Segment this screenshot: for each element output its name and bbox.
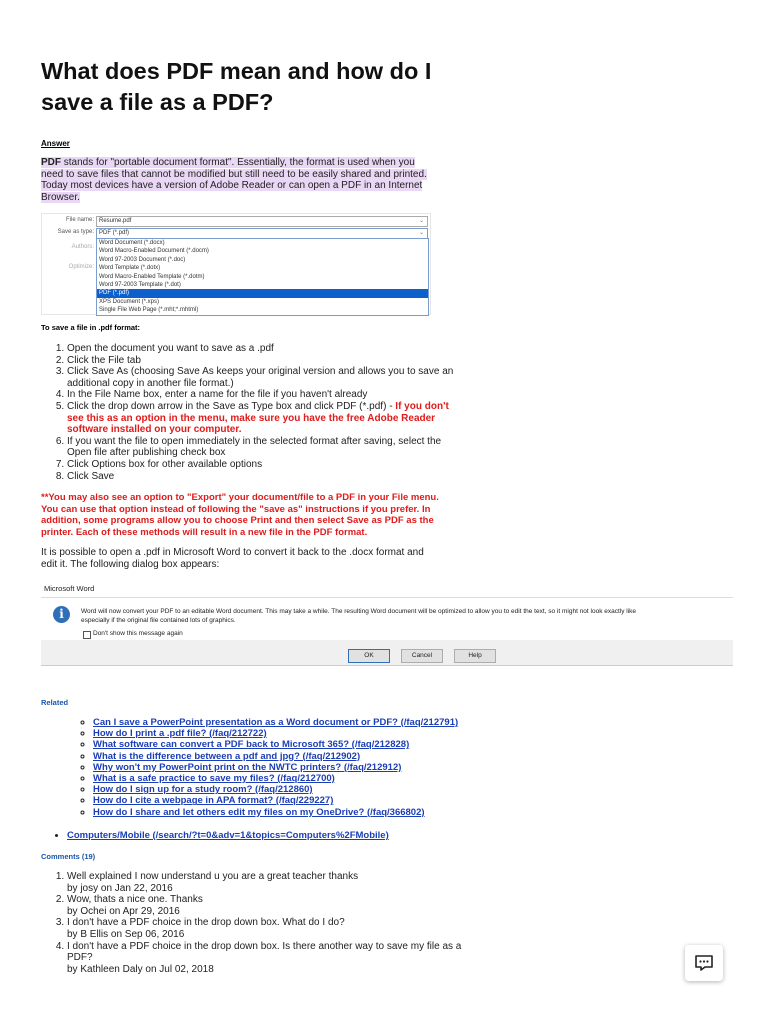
file-name-value: Resume.pdf	[99, 218, 132, 224]
cancel-button: Cancel	[401, 649, 443, 663]
save-type-value: PDF (*.pdf)	[99, 230, 130, 236]
authors-label: Authors:	[71, 244, 94, 250]
comment-item	[67, 871, 467, 894]
comments-heading: Comments (19)	[41, 852, 96, 861]
related-link[interactable]: Can I save a PowerPoint presentation as a Word document or PDF? (/faq/212791)	[93, 717, 459, 728]
comment-item	[67, 894, 467, 917]
option-item: Word Macro-Enabled Document (*.docm)	[99, 248, 209, 255]
list-item	[93, 762, 458, 773]
reopen-text: It is possible to open a .pdf in Microsoft Word to convert it back to the .docx format and edit it. The following dialog box appears:	[41, 547, 424, 570]
related-list	[66, 717, 458, 818]
answer-text	[41, 157, 436, 204]
related-link[interactable]: Why won't my PowerPoint print on the NWTC printers? (/faq/212912)	[93, 761, 402, 773]
save-as-dialog-screenshot	[41, 213, 431, 315]
step-text: Click the drop down arrow in the Save as Type box and click PDF (*.pdf) -	[67, 400, 396, 412]
dont-show-checkbox	[83, 631, 91, 639]
help-button: Help	[454, 649, 496, 663]
topics-list	[41, 830, 389, 841]
answer-label: Answer	[41, 139, 70, 148]
option-item: Word 97-2003 Template (*.dot)	[99, 281, 181, 288]
list-item	[93, 773, 458, 784]
info-icon: i	[53, 606, 70, 623]
topic-link[interactable]: Computers/Mobile (/search/?t=0&adv=1&topics=Computers%2FMobile)	[67, 830, 389, 841]
file-name-label: File name:	[65, 217, 94, 223]
comment-byline: by Kathleen Daly on Jul 02, 2018	[67, 963, 214, 975]
file-name-field	[96, 216, 428, 227]
list-item	[93, 728, 458, 739]
list-item	[93, 784, 458, 795]
pdf-term: PDF	[41, 157, 61, 168]
related-link[interactable]: What is a safe practice to save my files? (/faq/212700)	[93, 773, 335, 785]
comment-text: 4. I don't have a PDF choice in the drop down box. Is there another way to save my file as a PDF?	[67, 940, 462, 964]
related-link[interactable]: What is the difference between a pdf and jpg? (/faq/212902)	[93, 750, 361, 762]
related-link[interactable]: What software can convert a PDF back to Microsoft 365? (/faq/212828)	[93, 739, 410, 751]
comment-item	[67, 917, 467, 940]
list-item	[67, 830, 389, 841]
option-item: Word 97-2003 Document (*.doc)	[99, 256, 186, 263]
step-item: 3. Click Save As (choosing Save As keeps your original version and allows you to save an additional copy in another file format.)	[67, 366, 467, 389]
step-item: 8. Click Save	[67, 471, 467, 483]
word-dialog-title: Microsoft Word	[44, 584, 95, 593]
option-item-selected: PDF (*.pdf)	[97, 289, 428, 297]
chevron-down-icon: ⌄	[418, 218, 424, 224]
export-note: **You may also see an option to "Export" your document/file to a PDF in your File menu. You can use that option instead of following the "save as" instructions if you prefer. In addition, some programs allow you to choose Print and then select Save as PDF as the printer. Each of these methods will result in a new file in the PDF format.	[41, 492, 439, 538]
chat-button[interactable]	[685, 945, 723, 981]
step-warning: If you don't see this as an option in the menu, make sure you have the free Adobe Reader software installed on your computer.	[67, 400, 449, 436]
list-item	[93, 739, 458, 750]
comment-text: 3. I don't have a PDF choice in the drop down box. What do I do?	[67, 917, 345, 929]
answer-body: stands for "portable document format". Essentially, the format is used when you need to save files that cannot be modified but still need to be easily shared and printed. Today most devices have a version of Adobe Reader or can open a PDF in an Internet Browser.	[41, 157, 427, 204]
list-item	[93, 717, 458, 728]
list-item	[93, 751, 458, 762]
comments-list	[41, 871, 467, 975]
message-line: especially if the original file contained lots of graphics.	[81, 616, 236, 624]
list-item	[93, 795, 458, 806]
step-item: 2. Click the File tab	[67, 355, 467, 367]
chevron-down-icon: ⌄	[418, 230, 424, 236]
list-item	[93, 807, 458, 818]
related-heading: Related	[41, 698, 69, 707]
step-item: 6. If you want the file to open immediately in the selected format after saving, select the Open file after publishing check box	[67, 436, 467, 459]
comment-byline: by josy on Jan 22, 2016	[67, 882, 173, 894]
comment-byline: by Ochei on Apr 29, 2016	[67, 905, 180, 917]
option-item: Word Macro-Enabled Template (*.dotm)	[99, 273, 205, 280]
message-line: Word will now convert your PDF to an editable Word document. This may take a while. The resulting Word document will be optimized to allow you to edit the text, so it might not look exactly like	[81, 608, 637, 615]
ok-button: OK	[348, 649, 390, 663]
step-item: 4. In the File Name box, enter a name for the file if you haven't already	[67, 389, 467, 401]
word-dialog-screenshot	[41, 597, 733, 666]
comment-text: 1. Well explained I now understand u you are a great teacher thanks	[67, 871, 359, 882]
save-type-options	[96, 238, 429, 316]
related-link[interactable]: How do I share and let others edit my files on my OneDrive? (/faq/366802)	[93, 806, 425, 818]
comment-item	[67, 941, 467, 976]
option-item: XPS Document (*.xps)	[99, 298, 160, 305]
save-type-label: Save as type:	[57, 229, 94, 235]
page-title: What does PDF mean and how do I save a file as a PDF?	[41, 58, 432, 115]
option-item: Single File Web Page (*.mht;*.mhtml)	[99, 307, 199, 314]
option-item: Word Document (*.docx)	[99, 240, 165, 246]
dont-show-label: Don't show this message again	[93, 630, 183, 637]
step-item: 7. Click Options box for other available options	[67, 459, 467, 471]
related-link[interactable]: How do I sign up for a study room? (/faq/212860)	[93, 784, 313, 796]
optimize-label: Optimize:	[68, 264, 94, 270]
step-item	[67, 401, 467, 436]
word-dialog-body	[41, 598, 733, 640]
related-link[interactable]: How do I cite a webpage in APA format? (/faq/229227)	[93, 795, 334, 807]
step-item: 1. Open the document you want to save as a .pdf	[67, 343, 467, 355]
comment-text: 2. Wow, thats a nice one. Thanks	[67, 894, 203, 906]
chat-bubble-icon	[694, 953, 714, 973]
related-link[interactable]: How do I print a .pdf file? (/faq/212722)	[93, 728, 267, 740]
comment-byline: by B Ellis on Sep 06, 2016	[67, 928, 185, 940]
steps-list	[41, 343, 467, 482]
option-item: Word Template (*.dotx)	[99, 265, 161, 272]
howto-heading: To save a file in .pdf format:	[41, 323, 141, 332]
word-dialog-message	[81, 608, 733, 625]
